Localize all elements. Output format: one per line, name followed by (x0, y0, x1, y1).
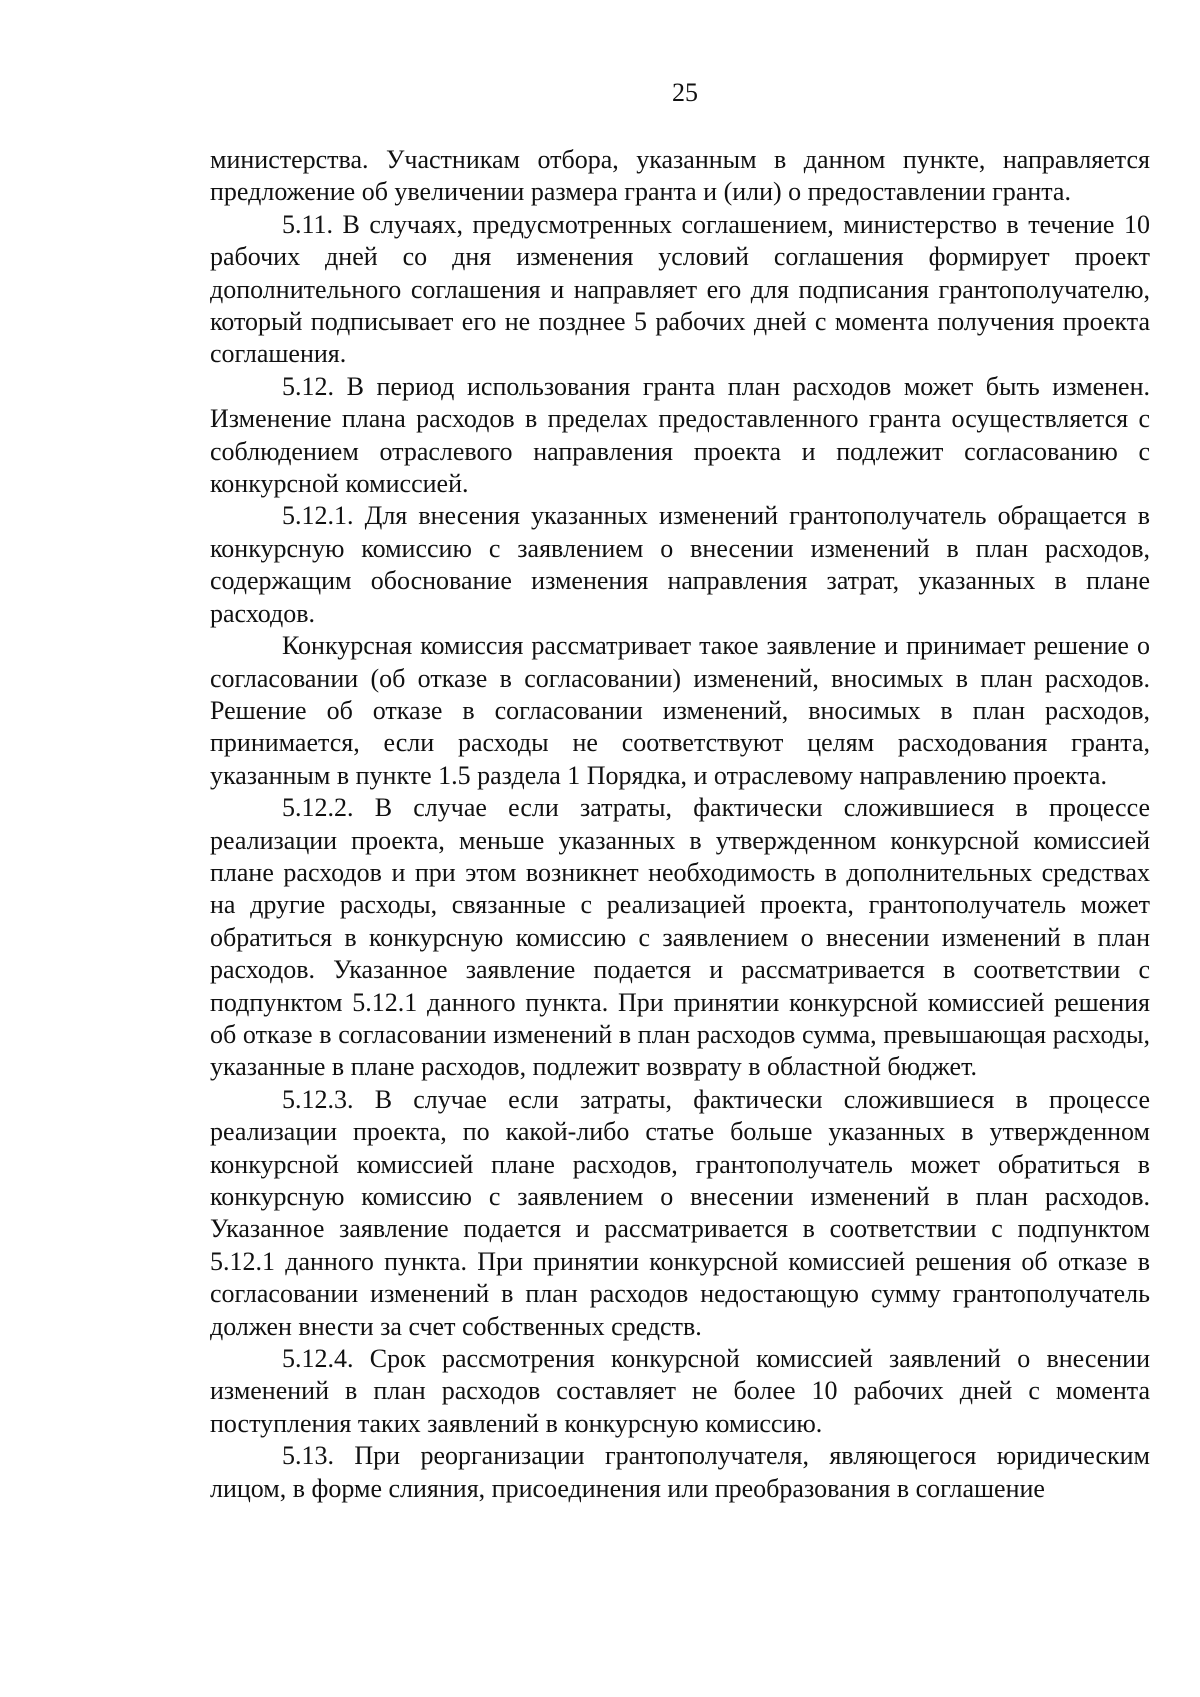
document-body (210, 144, 1150, 1505)
page-number: 25 (672, 78, 698, 107)
paragraph-5-12-3: 5.12.3. В случае если затраты, фактически сложившиеся в процессе реализации проекта, по какой-либо статье больше указанных в утвержденном конкурсной комиссией плане расходов, грантополучатель может обратиться в конкурсную комиссию с заявлением о внесении изменений в план расходов. Указанное заявление подается и рассматривается в соответствии с подпунктом 5.12.1 данного пункта. При принятии конкурсной комиссией решения об отказе в согласовании изменений в план расходов недостающую сумму грантополучатель должен внести за счет собственных средств. (210, 1084, 1150, 1341)
paragraph-5-12-4: 5.12.4. Срок рассмотрения конкурсной комиссией заявлений о внесении изменений в план расходов составляет не более 10 рабочих дней с момента поступления таких заявлений в конкурсную комиссию. (210, 1344, 1150, 1438)
paragraph-5-12-2: 5.12.2. В случае если затраты, фактически сложившиеся в процессе реализации проекта, меньше указанных в утвержденном конкурсной комиссией плане расходов и при этом возникнет необходимость в дополнительных средствах на другие расходы, связанные с реализацией проекта, грантополучатель может обратиться в конкурсную комиссию с заявлением о внесении изменений в план расходов. Указанное заявление подается и рассматривается в соответствии с подпунктом 5.12.1 данного пункта. При принятии конкурсной комиссией решения об отказе в согласовании изменений в план расходов сумма, превышающая расходы, указанные в плане расходов, подлежит возврату в областной бюджет. (210, 793, 1150, 1082)
paragraph-5-11: 5.11. В случаях, предусмотренных соглашением, министерство в течение 10 рабочих дней со дня изменения условий соглашения формирует проект дополнительного соглашения и направляет его для подписания грантополучателю, который подписывает его не позднее 5 рабочих дней с момента получения проекта соглашения. (210, 209, 1150, 369)
paragraph-5-12: 5.12. В период использования гранта план расходов может быть изменен. Изменение плана расходов в пределах предоставленного гранта осуществляется с соблюдением отраслевого направления проекта и подлежит согласованию с конкурсной комиссией. (210, 371, 1150, 499)
paragraph-commission-decision: Конкурсная комиссия рассматривает такое заявление и принимает решение о согласовании (об отказе в согласовании) изменений, вносимых в план расходов. Решение об отказе в согласовании изменений, вносимых в план расходов, принимается, если расходы не соответствуют целям расходования гранта, указанным в пункте 1.5 раздела 1 Порядка, и отраслевому направлению проекта. (210, 631, 1150, 790)
paragraph-5-12-1: 5.12.1. Для внесения указанных изменений грантополучатель обращается в конкурсную комиссию с заявлением о внесении изменений в план расходов, содержащим обоснование изменения направления затрат, указанных в плане расходов. (210, 501, 1150, 628)
paragraph-5-13: 5.13. При реорганизации грантополучателя, являющегося юридическим лицом, в форме слияния, присоединения или преобразования в соглашение (210, 1441, 1150, 1503)
paragraph-continuation: министерства. Участникам отбора, указанным в данном пункте, направляется предложение об увеличении размера гранта и (или) о предоставлении гранта. (210, 145, 1150, 207)
